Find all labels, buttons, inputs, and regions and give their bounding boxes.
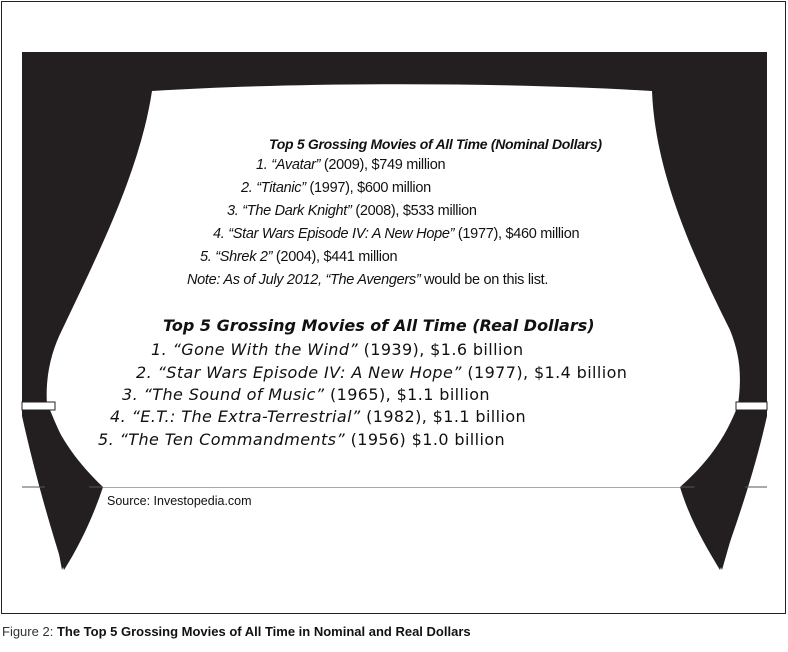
film-detail: (1977), $1.4 billion [467, 363, 628, 382]
film-title: “Star Wars Episode IV: A New Hope” [157, 363, 462, 382]
film-detail: (2008), $533 million [355, 203, 477, 219]
nominal-item [200, 249, 397, 265]
rank: 3. [122, 385, 139, 404]
rank: 1. [256, 157, 268, 173]
film-title: “Star Wars Episode IV: A New Hope” [228, 226, 455, 242]
film-detail: (2004), $441 million [275, 249, 398, 265]
film-title: “E.T.: The Extra-Terrestrial” [131, 407, 361, 426]
nominal-item [213, 226, 579, 242]
film-detail: (1982), $1.1 billion [366, 407, 527, 426]
film-title: “The Sound of Music” [143, 385, 325, 404]
rank: 1. [151, 340, 168, 359]
film-detail: (1965), $1.1 billion [330, 385, 490, 404]
film-detail: (1939), $1.6 billion [363, 340, 524, 359]
film-title: “The Ten Commandments” [119, 430, 346, 449]
film-title: “Shrek 2” [215, 249, 273, 265]
film-detail: (2009), $749 million [323, 157, 446, 173]
real-item [151, 340, 524, 359]
nominal-item [241, 180, 431, 196]
real-item [98, 430, 505, 449]
nominal-item [227, 203, 477, 219]
film-detail: (1977), $460 million [457, 226, 580, 242]
right-tieback [736, 402, 767, 410]
caption-label: Figure 2: [2, 624, 54, 639]
rank: 5. [200, 249, 212, 265]
rank: 2. [136, 363, 153, 382]
note-prefix: Note: As of July 2012, “The Avengers” [187, 272, 421, 288]
real-item [122, 385, 490, 404]
caption-text: The Top 5 Grossing Movies of All Time in Nominal and Real Dollars [56, 624, 471, 639]
rank: 2. [241, 180, 253, 196]
rank: 4. [213, 226, 225, 242]
rank: 4. [110, 407, 127, 426]
film-title: “Gone With the Wind” [172, 340, 359, 359]
film-detail: (1997), $600 million [309, 180, 431, 196]
note-suffix: would be on this list. [424, 272, 549, 288]
film-title: “Avatar” [271, 157, 321, 173]
nominal-title: Top 5 Grossing Movies of All Time (Nominal Dollars) [269, 136, 602, 152]
real-item [110, 407, 526, 426]
figure-caption [2, 624, 471, 639]
film-title: “Titanic” [256, 180, 306, 196]
film-title: “The Dark Knight” [242, 203, 352, 219]
nominal-note [187, 272, 548, 288]
nominal-item [256, 157, 445, 173]
real-item [136, 363, 627, 382]
real-title: Top 5 Grossing Movies of All Time (Real Dollars) [163, 316, 595, 335]
film-detail: (1956) $1.0 billion [350, 430, 506, 449]
source-note: Source: Investopedia.com [107, 494, 252, 508]
rank: 5. [98, 430, 115, 449]
left-tieback [22, 402, 55, 410]
rank: 3. [227, 203, 239, 219]
